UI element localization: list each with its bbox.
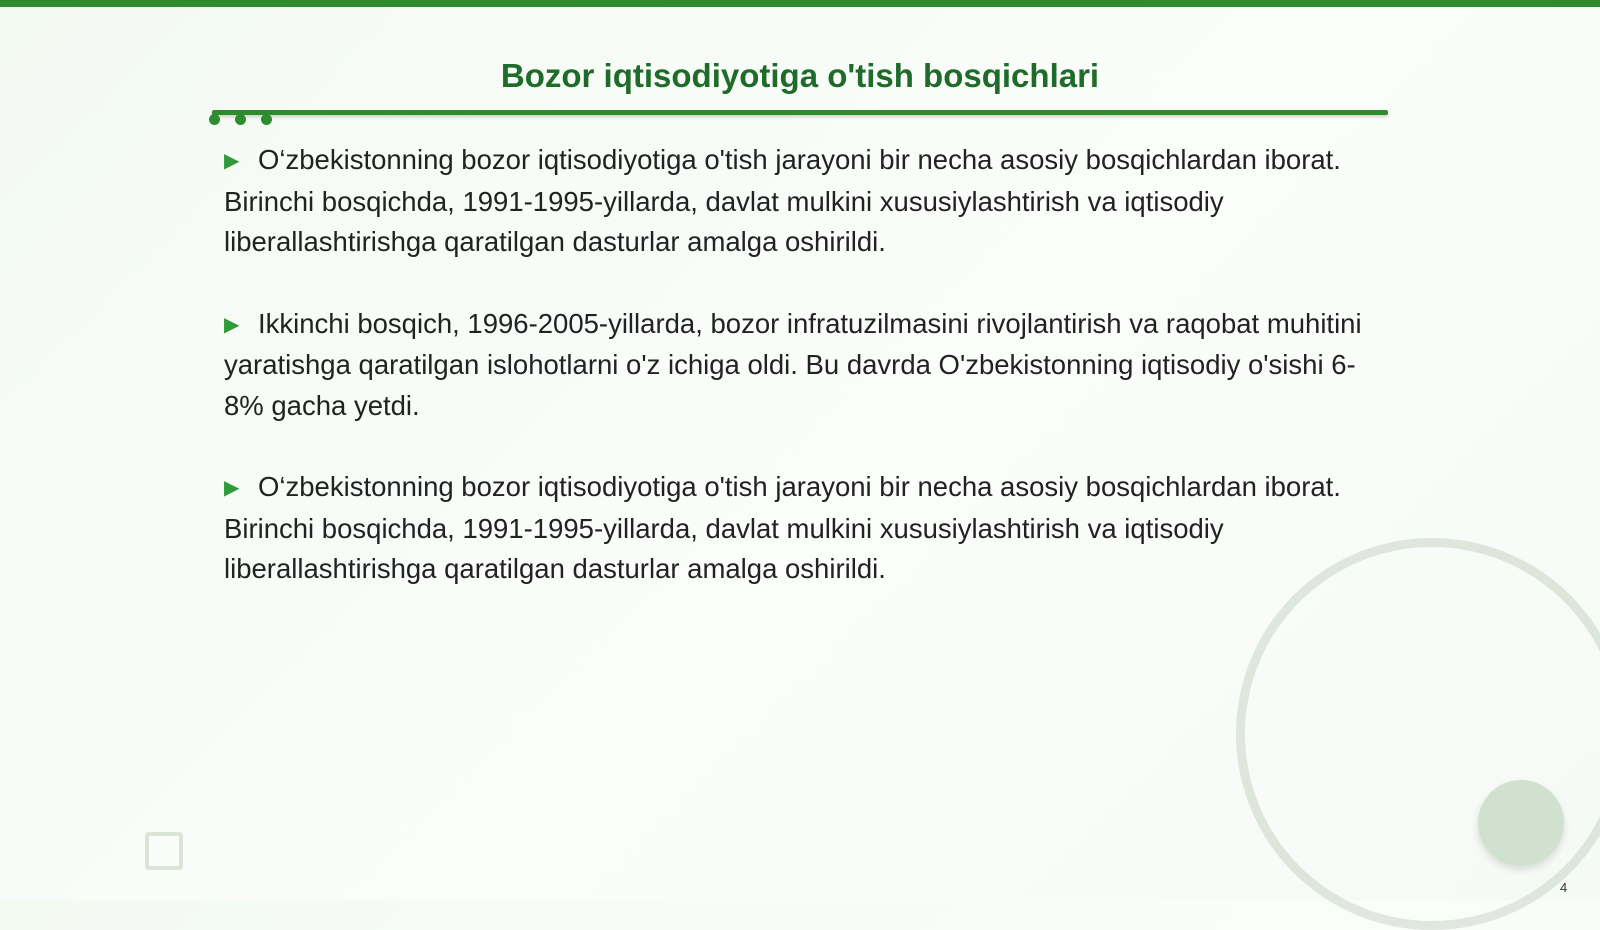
decorative-dot-3 [261,114,272,125]
triangle-right-icon: ▶ [224,477,240,499]
decorative-disc [1478,780,1564,866]
paragraph-text: O‘zbekistonning bozor iqtisodiyotiga o'tish jarayoni bir necha asosiy bosqichlardan iborat. Birinchi bosqichda, 1991-1995-yillarda, davlat mulkini xususiylashtirish va iqtisodiy liberallashtirishga qaratilgan dasturlar amalga oshirildi. [224,144,1341,257]
bullet-paragraph-3 [224,467,1384,590]
bullet-paragraph-2 [224,304,1384,427]
triangle-right-icon: ▶ [224,150,240,172]
slide-body [224,140,1384,631]
decorative-square [145,832,183,870]
paragraph-text: Ikkinchi bosqich, 1996-2005-yillarda, bozor infratuzilmasini rivojlantirish va raqobat muhitini yaratishga qaratilgan islohotlarni o'z ichiga oldi. Bu davrda O'zbekistonning iqtisodiy o'sishi 6-8% gacha yetdi. [224,307,1362,421]
paragraph-text: O‘zbekistonning bozor iqtisodiyotiga o'tish jarayoni bir necha asosiy bosqichlardan iborat. Birinchi bosqichda, 1991-1995-yillarda, davlat mulkini xususiylashtirish va iqtisodiy liberallashtirishga qaratilgan dasturlar amalga oshirildi. [224,471,1341,584]
title-underline [212,110,1388,115]
top-accent-bar [0,0,1600,7]
triangle-right-icon: ▶ [224,313,240,336]
slide-title: Bozor iqtisodiyotiga o'tish bosqichlari [500,57,1100,94]
decorative-ring [1236,538,1600,930]
bullet-paragraph-1 [224,140,1384,263]
page-number: 4 [1560,880,1568,895]
decorative-dot-2 [235,114,246,125]
decorative-dot-1 [209,114,220,125]
